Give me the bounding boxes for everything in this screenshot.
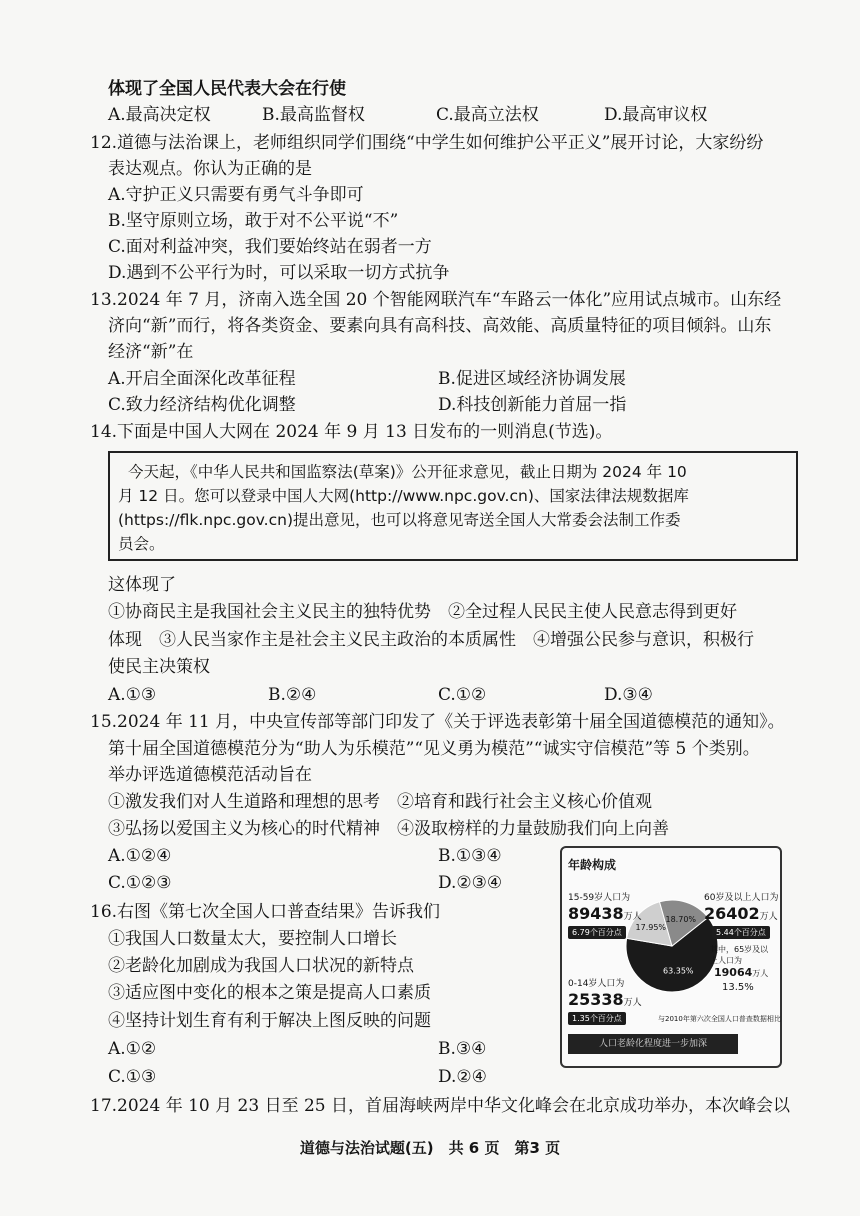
notice-line-4: 员会。 <box>118 535 165 553</box>
group-60-plus-change-badge: 5.44个百分点 <box>712 926 770 939</box>
q12-option-a: A.守护正义只需要有勇气斗争即可 <box>108 185 364 205</box>
q11-option-c: C.最高立法权 <box>436 105 539 125</box>
q16-line-4: ③适应图中变化的根本之策是提高人口素质 <box>108 983 431 1003</box>
q11-option-d: D.最高审议权 <box>604 105 708 125</box>
comparison-note: 与2010年第六次全国人口普查数据相比 <box>658 1015 781 1023</box>
q12-option-c: C.面对利益冲突，我们要始终站在弱者一方 <box>108 237 432 257</box>
q13-line-2: 济向“新”而行，将各类资金、要素向具有高科技、高效能、高质量特征的项目倾斜。山东 <box>108 316 772 336</box>
q12-option-b: B.坚守原则立场，敢于对不公平说“不” <box>108 211 399 231</box>
group-65-plus-value: 19064万人 <box>714 966 769 979</box>
notice-line-2: 月 12 日。您可以登录中国人大网(http://www.npc.gov.cn)、国家法律法规数据库 <box>118 487 689 505</box>
q14-option-b: B.②④ <box>268 685 317 705</box>
group-0-14-label: 0-14岁人口为 <box>568 979 625 989</box>
group-65-plus-percent: 13.5% <box>722 982 754 993</box>
q14-option-c: C.①② <box>438 685 487 705</box>
page-footer: 道德与法治试题(五) 共 6 页 第3 页 <box>299 1139 561 1157</box>
q13-line-1: 13.2024 年 7 月，济南入选全国 20 个智能网联汽车“车路云一体化”应用试点城市。山东经 <box>90 290 782 310</box>
aging-summary-bar: 人口老龄化程度进一步加深 <box>568 1034 738 1054</box>
q15-line-3: 举办评选道德模范活动旨在 <box>108 765 312 785</box>
q16-line-3: ②老龄化加剧成为我国人口状况的新特点 <box>108 956 414 976</box>
q14-stem-3: 体现 ③人民当家作主是社会主义民主政治的本质属性 ④增强公民参与意识，积极行 <box>108 630 754 650</box>
group-60-plus-label: 60岁及以上人口为 <box>704 893 779 903</box>
group-15-59-value: 89438万人 <box>568 904 642 923</box>
q13-option-d: D.科技创新能力首屈一指 <box>438 395 627 415</box>
q16-line-1: 16.右图《第七次全国人口普查结果》告诉我们 <box>90 902 441 922</box>
infographic-title: 年龄构成 <box>568 858 617 872</box>
q11-option-b: B.最高监督权 <box>262 105 365 125</box>
q14-option-a: A.①③ <box>108 685 157 705</box>
q16-line-2: ①我国人口数量太大，要控制人口增长 <box>108 929 397 949</box>
q16-option-d: D.②④ <box>438 1067 487 1087</box>
q17-line-1: 17.2024 年 10 月 23 日至 25 日，首届海峡两岸中华文化峰会在北京成功举办，本次峰会以 <box>90 1096 791 1116</box>
q11-stem-tail: 体现了全国人民代表大会在行使 <box>108 79 346 99</box>
q14-option-d: D.③④ <box>604 685 653 705</box>
q16-line-5: ④坚持计划生育有利于解决上图反映的问题 <box>108 1011 431 1031</box>
q15-option-c: C.①②③ <box>108 873 172 893</box>
q15-option-b: B.①③④ <box>438 846 502 866</box>
q16-option-c: C.①③ <box>108 1067 157 1087</box>
group-0-14-change-badge: 1.35个百分点 <box>568 1012 626 1025</box>
q15-option-a: A.①②④ <box>108 846 172 866</box>
pie-slice-label-1: 17.95% <box>635 922 667 932</box>
q11-option-a: A.最高决定权 <box>108 105 211 125</box>
news-excerpt-box <box>108 451 798 561</box>
population-census-infographic <box>560 846 782 1068</box>
group-15-59-change-badge: 6.79个百分点 <box>568 926 626 939</box>
pie-slice-label-2: 18.70% <box>665 914 697 924</box>
pie-slice-label-0: 63.35% <box>663 966 694 976</box>
q14-stem-4: 使民主决策权 <box>108 657 210 677</box>
q12-line-2: 表达观点。你认为正确的是 <box>108 159 312 179</box>
q13-line-3: 经济“新”在 <box>108 342 194 362</box>
notice-line-1: 今天起，《中华人民共和国监察法(草案)》公开征求意见，截止日期为 2024 年 10 <box>128 463 687 481</box>
group-65-plus-label: 其中，65岁及以上人口为 <box>710 945 769 965</box>
q13-option-c: C.致力经济结构优化调整 <box>108 395 296 415</box>
q12-line-1: 12.道德与法治课上，老师组织同学们围绕“中学生如何维护公平正义”展开讨论，大家纷纷 <box>90 133 764 153</box>
q12-option-d: D.遇到不公平行为时，可以采取一切方式抗争 <box>108 263 450 283</box>
group-60-plus-value: 26402万人 <box>704 904 778 923</box>
q15-line-1: 15.2024 年 11 月，中央宣传部等部门印发了《关于评选表彰第十届全国道德模范的通知》。 <box>90 712 785 732</box>
q15-line-2: 第十届全国道德模范分为“助人为乐模范”“见义勇为模范”“诚实守信模范”等 5 个类别。 <box>108 739 760 759</box>
notice-line-3: (https://flk.npc.gov.cn)提出意见，也可以将意见寄送全国人大常委会法制工作委 <box>118 511 681 529</box>
q13-option-a: A.开启全面深化改革征程 <box>108 369 296 389</box>
group-15-59-label: 15-59岁人口为 <box>568 893 631 903</box>
q15-option-d: D.②③④ <box>438 873 503 893</box>
q13-option-b: B.促进区域经济协调发展 <box>438 369 626 389</box>
q14-line-1: 14.下面是中国人大网在 2024 年 9 月 13 日发布的一则消息(节选)。 <box>90 422 613 442</box>
q15-line-4: ①激发我们对人生道路和理想的思考 ②培育和践行社会主义核心价值观 <box>108 792 652 812</box>
group-0-14-value: 25338万人 <box>568 990 642 1009</box>
q16-option-b: B.③④ <box>438 1039 487 1059</box>
q14-stem-2: ①协商民主是我国社会主义民主的独特优势 ②全过程人民民主使人民意志得到更好 <box>108 602 737 622</box>
q15-line-5: ③弘扬以爱国主义为核心的时代精神 ④汲取榜样的力量鼓励我们向上向善 <box>108 819 669 839</box>
q14-stem-1: 这体现了 <box>108 575 176 595</box>
q16-option-a: A.①② <box>108 1039 157 1059</box>
